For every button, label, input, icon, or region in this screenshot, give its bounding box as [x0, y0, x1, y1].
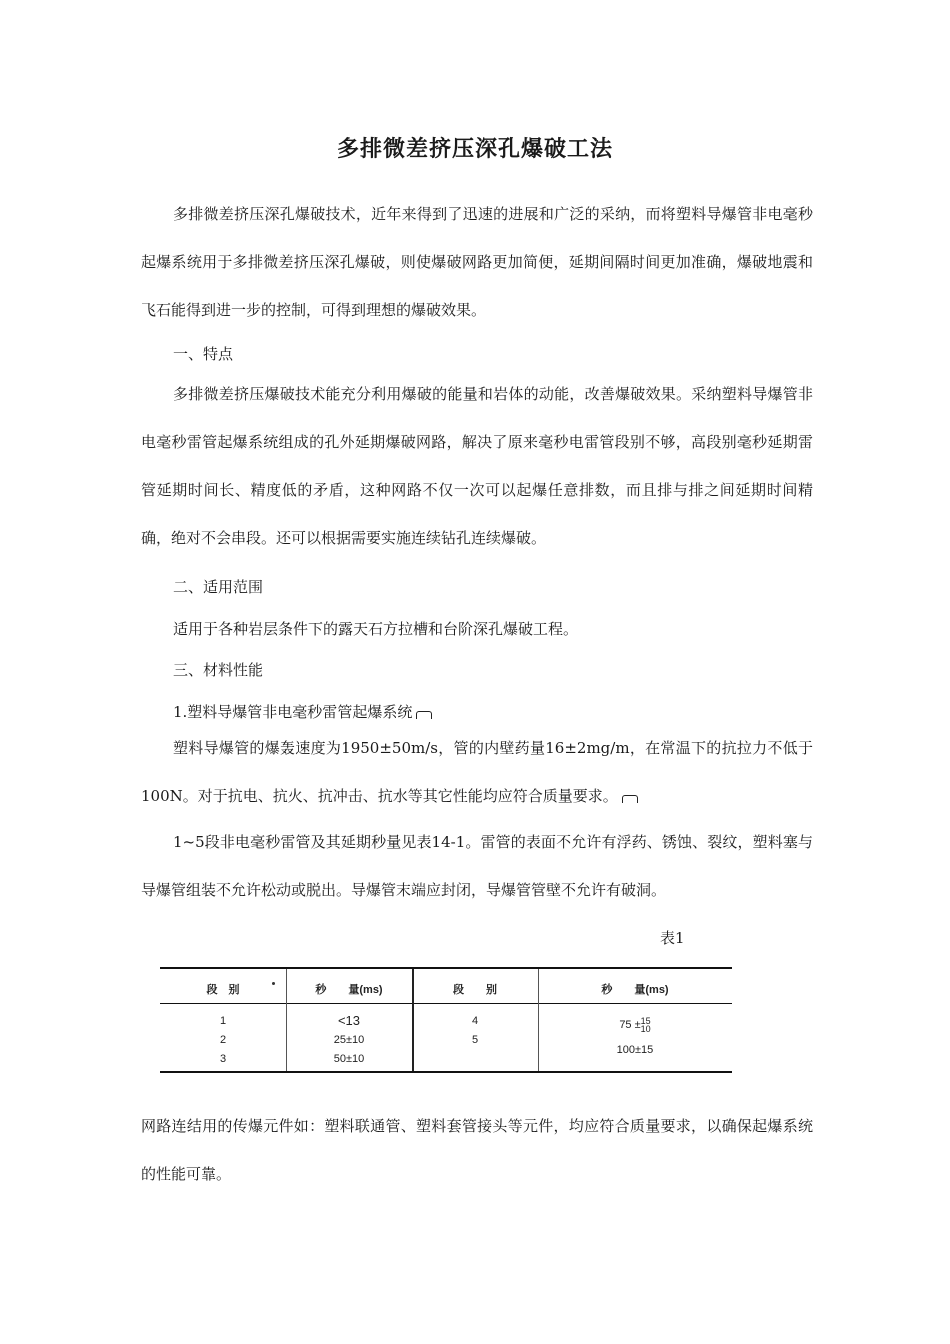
delay-tolerance-upper: 15 — [640, 1016, 651, 1026]
table-cell-segment: 4 — [471, 1015, 479, 1027]
section-heading-scope: 二、适用范围 — [173, 578, 264, 596]
table-cell-segment: 1 — [219, 1015, 227, 1027]
edit-mark-icon — [416, 711, 432, 719]
features-paragraph: 多排微差挤压爆破技术能充分利用爆破的能量和岩体的动能，改善爆破效果。采纳塑料导爆管非电毫秒雷管起爆系统组成的孔外延期爆破网路，解决了原来毫秒电雷管段别不够，高段别毫秒延期雷管延期时间长、精度低的矛盾，这种网路不仅一次可以起爆任意排数，而且排与排之间延期时间精确，绝对不会串段。还可以根据需要实施连续钻孔连续爆破。 — [141, 385, 813, 547]
intro-paragraph: 多排微差挤压深孔爆破技术，近年来得到了迅速的进展和广泛的采纳，而将塑料导爆管非电毫秒起爆系统用于多排微差挤压深孔爆破，则使爆破网路更加简便，延期间隔时间更加准确，爆破地震和飞石能得到进一步的控制，可得到理想的爆破效果。 — [141, 205, 813, 319]
detonator-delay-paragraph: 1~5段非电毫秒雷管及其延期秒量见表14-1。雷管的表面不允许有浮药、锈蚀、裂纹，塑料塞与导爆管组装不允许松动或脱出。导爆管末端应封闭，导爆管管壁不允许有破洞。 — [141, 833, 813, 899]
table-header-delay: 秒 量(ms) — [315, 984, 383, 996]
table-cell-segment: 5 — [471, 1034, 479, 1046]
table-cell-delay: 25±10 — [333, 1034, 365, 1046]
table-header-rule — [160, 1003, 732, 1004]
scope-paragraph: 适用于各种岩层条件下的露天石方拉槽和台阶深孔爆破工程。 — [173, 620, 579, 638]
table-bottom-rule — [160, 1071, 732, 1073]
edit-mark-icon — [622, 795, 638, 803]
document-title: 多排微差挤压深孔爆破工法 — [336, 137, 613, 162]
table-caption: 表1 — [660, 929, 685, 947]
detonator-tube-paragraph — [141, 724, 813, 820]
table-cell-delay: 100±15 — [616, 1044, 654, 1056]
delay-tolerance-lower: 10 — [640, 1024, 651, 1034]
table-header-segment: 段 别 — [206, 984, 240, 996]
delay-value-base: 75 ± — [619, 1018, 641, 1031]
subsection-heading-detonator-system — [173, 701, 432, 722]
closing-paragraph: 网路连结用的传爆元件如：塑料联通管、塑料套管接头等元件，均应符合质量要求，以确保起爆系统的性能可靠。 — [141, 1117, 813, 1183]
table-cell-delay: <13 — [337, 1013, 361, 1028]
section-heading-features: 一、特点 — [173, 345, 234, 363]
delay-tolerance — [641, 1017, 651, 1033]
table-cell-delay — [538, 1017, 732, 1033]
section-heading-materials: 三、材料性能 — [173, 661, 264, 679]
subsection-heading-text: 1.塑料导爆管非电毫秒雷管起爆系统 — [173, 703, 413, 721]
table-header-delay: 秒 量(ms) — [601, 984, 669, 996]
detonator-tube-text: 塑料导爆管的爆轰速度为1950±50m/s，管的内壁药量16±2mg/m，在常温下的抗拉力不低于100N。对于抗电、抗火、抗冲击、抗水等其它性能均应符合质量要求。 — [141, 739, 813, 805]
delay-table — [160, 967, 732, 1073]
table-cell-segment: 3 — [219, 1053, 227, 1065]
table-top-rule — [160, 967, 732, 969]
table-cell-delay: 50±10 — [333, 1053, 365, 1065]
table-header-segment: 段 别 — [453, 984, 497, 996]
table-cell-segment: 2 — [219, 1034, 227, 1046]
